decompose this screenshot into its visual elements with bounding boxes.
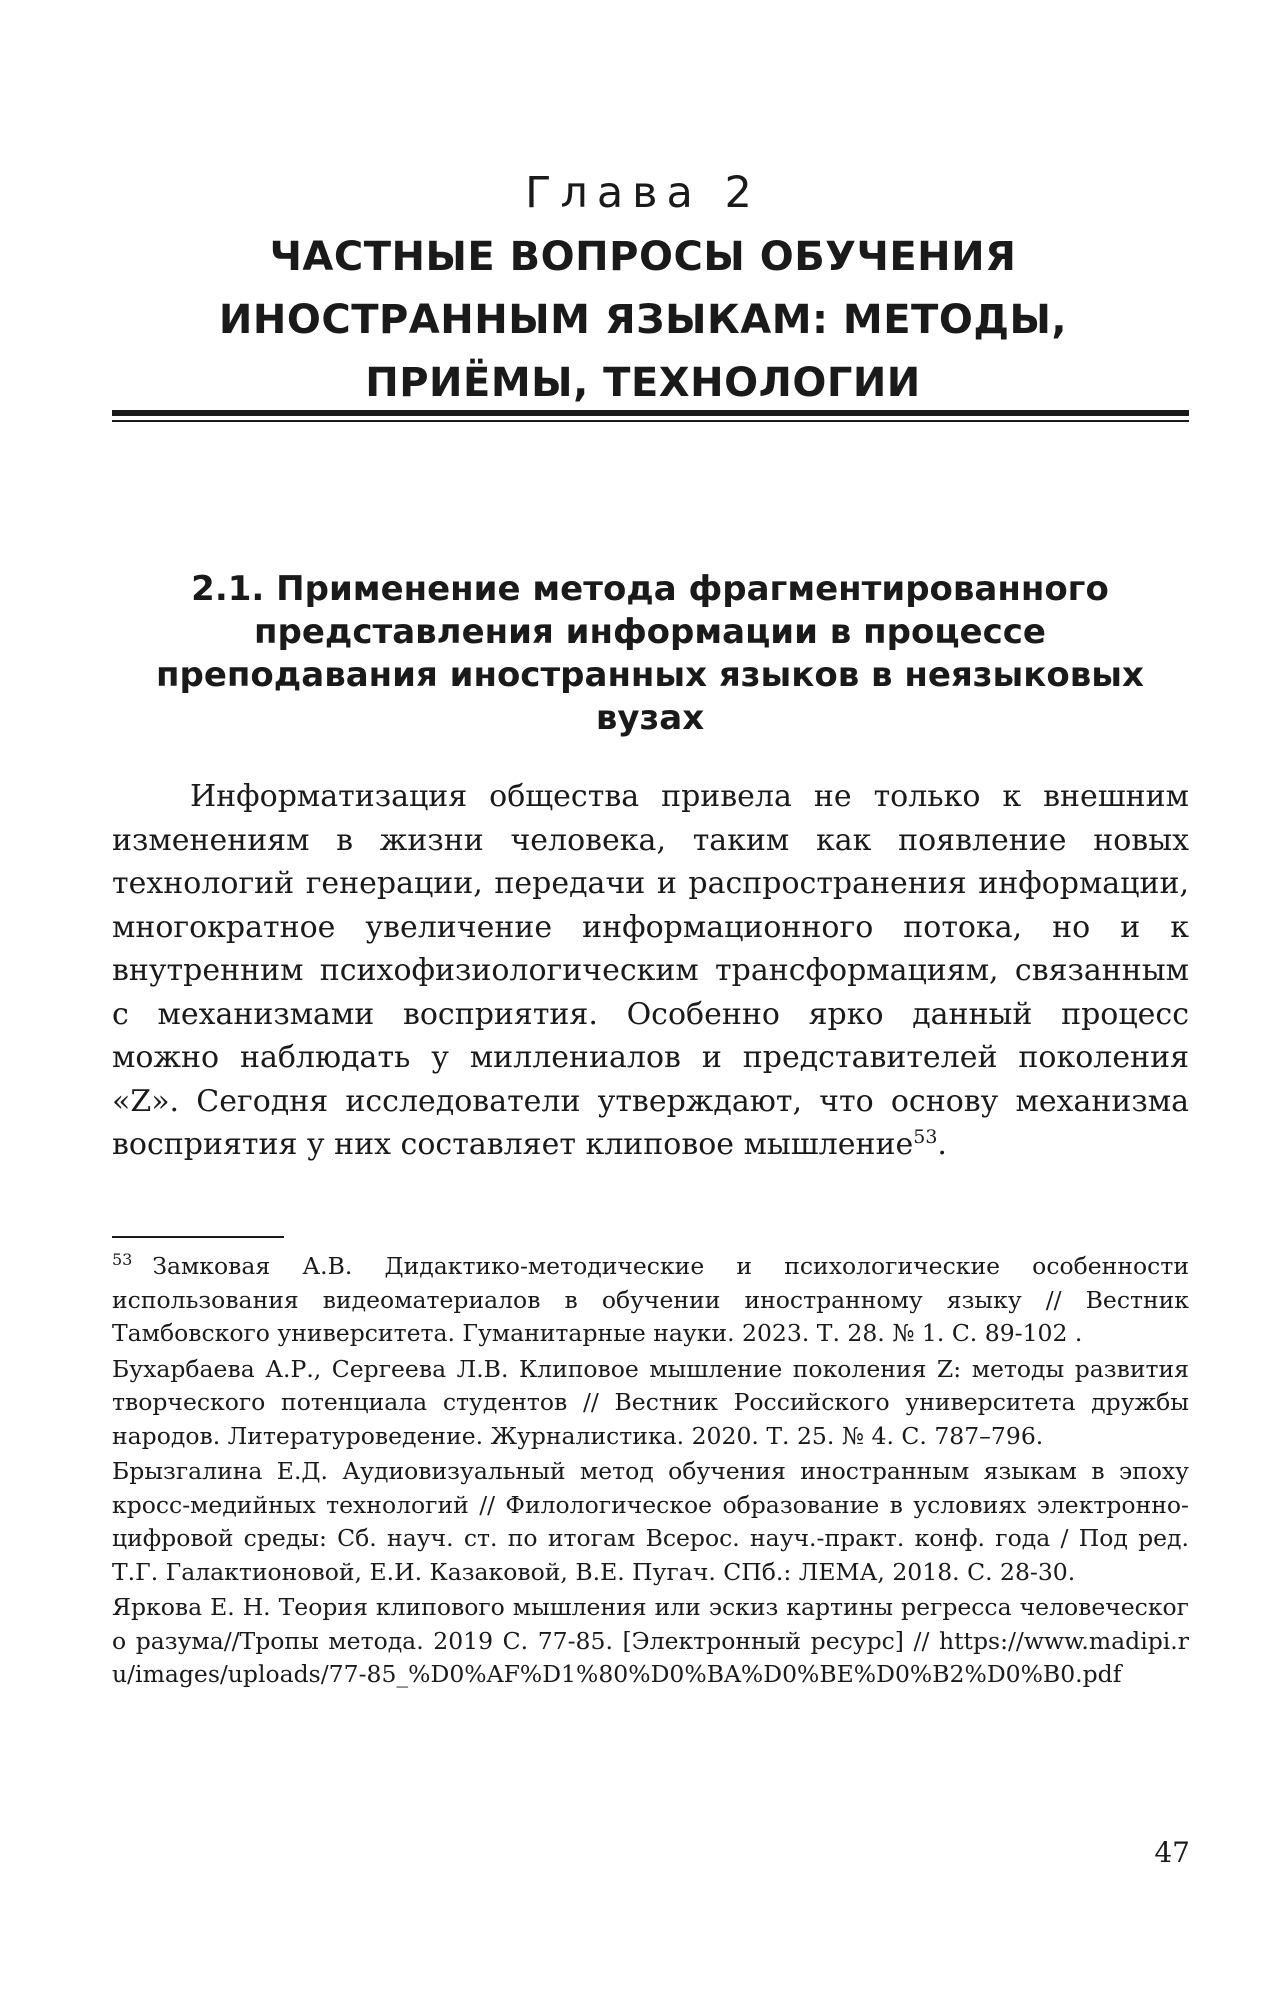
body-paragraph-end: . [937, 1127, 947, 1162]
title-rule-thick [112, 410, 1189, 416]
section-title: 2.1. Применение метода фрагментированного представления информации в процессе преподавания иностранных языков в неязыковых вузах [156, 569, 1144, 738]
title-rule-thin [112, 420, 1189, 422]
chapter-title: ЧАСТНЫЕ ВОПРОСЫ ОБУЧЕНИЯ ИНОСТРАННЫМ ЯЗЫКАМ: МЕТОДЫ, ПРИЁМЫ, ТЕХНОЛОГИИ [218, 234, 1068, 406]
footnote-text-with-link: Яркова Е. Н. Теория клипового мышления или эскиз картины регресса человеческого разума//Тропы метода. 2019 С. 77-85. [Электронный ресурс] // https://www.madipi.ru/images/uploads/77-85_%D0%AF%D1%80%D0%BA%D0%BE%D0%B2%D0%B0.pdf [112, 1593, 1189, 1688]
footnotes [112, 1250, 1189, 1694]
footnote-text: Замковая А.В. Дидактико-методические и психологические особенности использования видеоматериалов в обучении иностранному языку // Вестник Тамбовского университета. Гуманитарные науки. 2023. Т. 28. № 1. С. 89-102 . [112, 1252, 1189, 1347]
footnote-item [112, 1455, 1189, 1589]
body-paragraph-text: Информатизация общества привела не только к внешним изменениям в жизни человека, таким как появление новых технологий генерации, передачи и распространения информации, многократное увеличение информационного потока, но и к внутренним психофизиологическим трансформациям, связанным с механизмами восприятия. Особенно ярко данный процесс можно наблюдать у миллениалов и представителей поколения «Z». Сегодня исследователи утверждают, что основу механизма восприятия у них составляет клиповое мышление [112, 779, 1189, 1162]
footnote-item [112, 1591, 1189, 1692]
footnote-separator [112, 1236, 284, 1238]
footnote-text: Бухарбаева А.Р., Сергеева Л.В. Клиповое мышление поколения Z: методы развития творческого потенциала студентов // Вестник Российского университета дружбы народов. Литературоведение. Журналистика. 2020. Т. 25. № 4. С. 787–796. [112, 1354, 1189, 1450]
footnote-text: Брызгалина Е.Д. Аудиовизуальный метод обучения иностранным языкам в эпоху кросс-медийных технологий // Филологическое образование в условиях электронно-цифровой среды: Сб. науч. ст. по итогам Всерос. науч.-практ. конф. года / Под ред. Т.Г. Галактионовой, Е.И. Казаковой, В.Е. Пугач. СПб.: ЛЕМА, 2018. С. 28-30. [112, 1457, 1189, 1586]
footnote-number: 53 [112, 1250, 133, 1270]
footnote-reference[interactable]: 53 [913, 1126, 938, 1148]
page-number: 47 [1154, 1836, 1190, 1869]
body-paragraph [112, 775, 1189, 1167]
footnote-item [112, 1353, 1189, 1454]
footnote-item [112, 1250, 1189, 1351]
chapter-label: Глава 2 [525, 168, 761, 218]
